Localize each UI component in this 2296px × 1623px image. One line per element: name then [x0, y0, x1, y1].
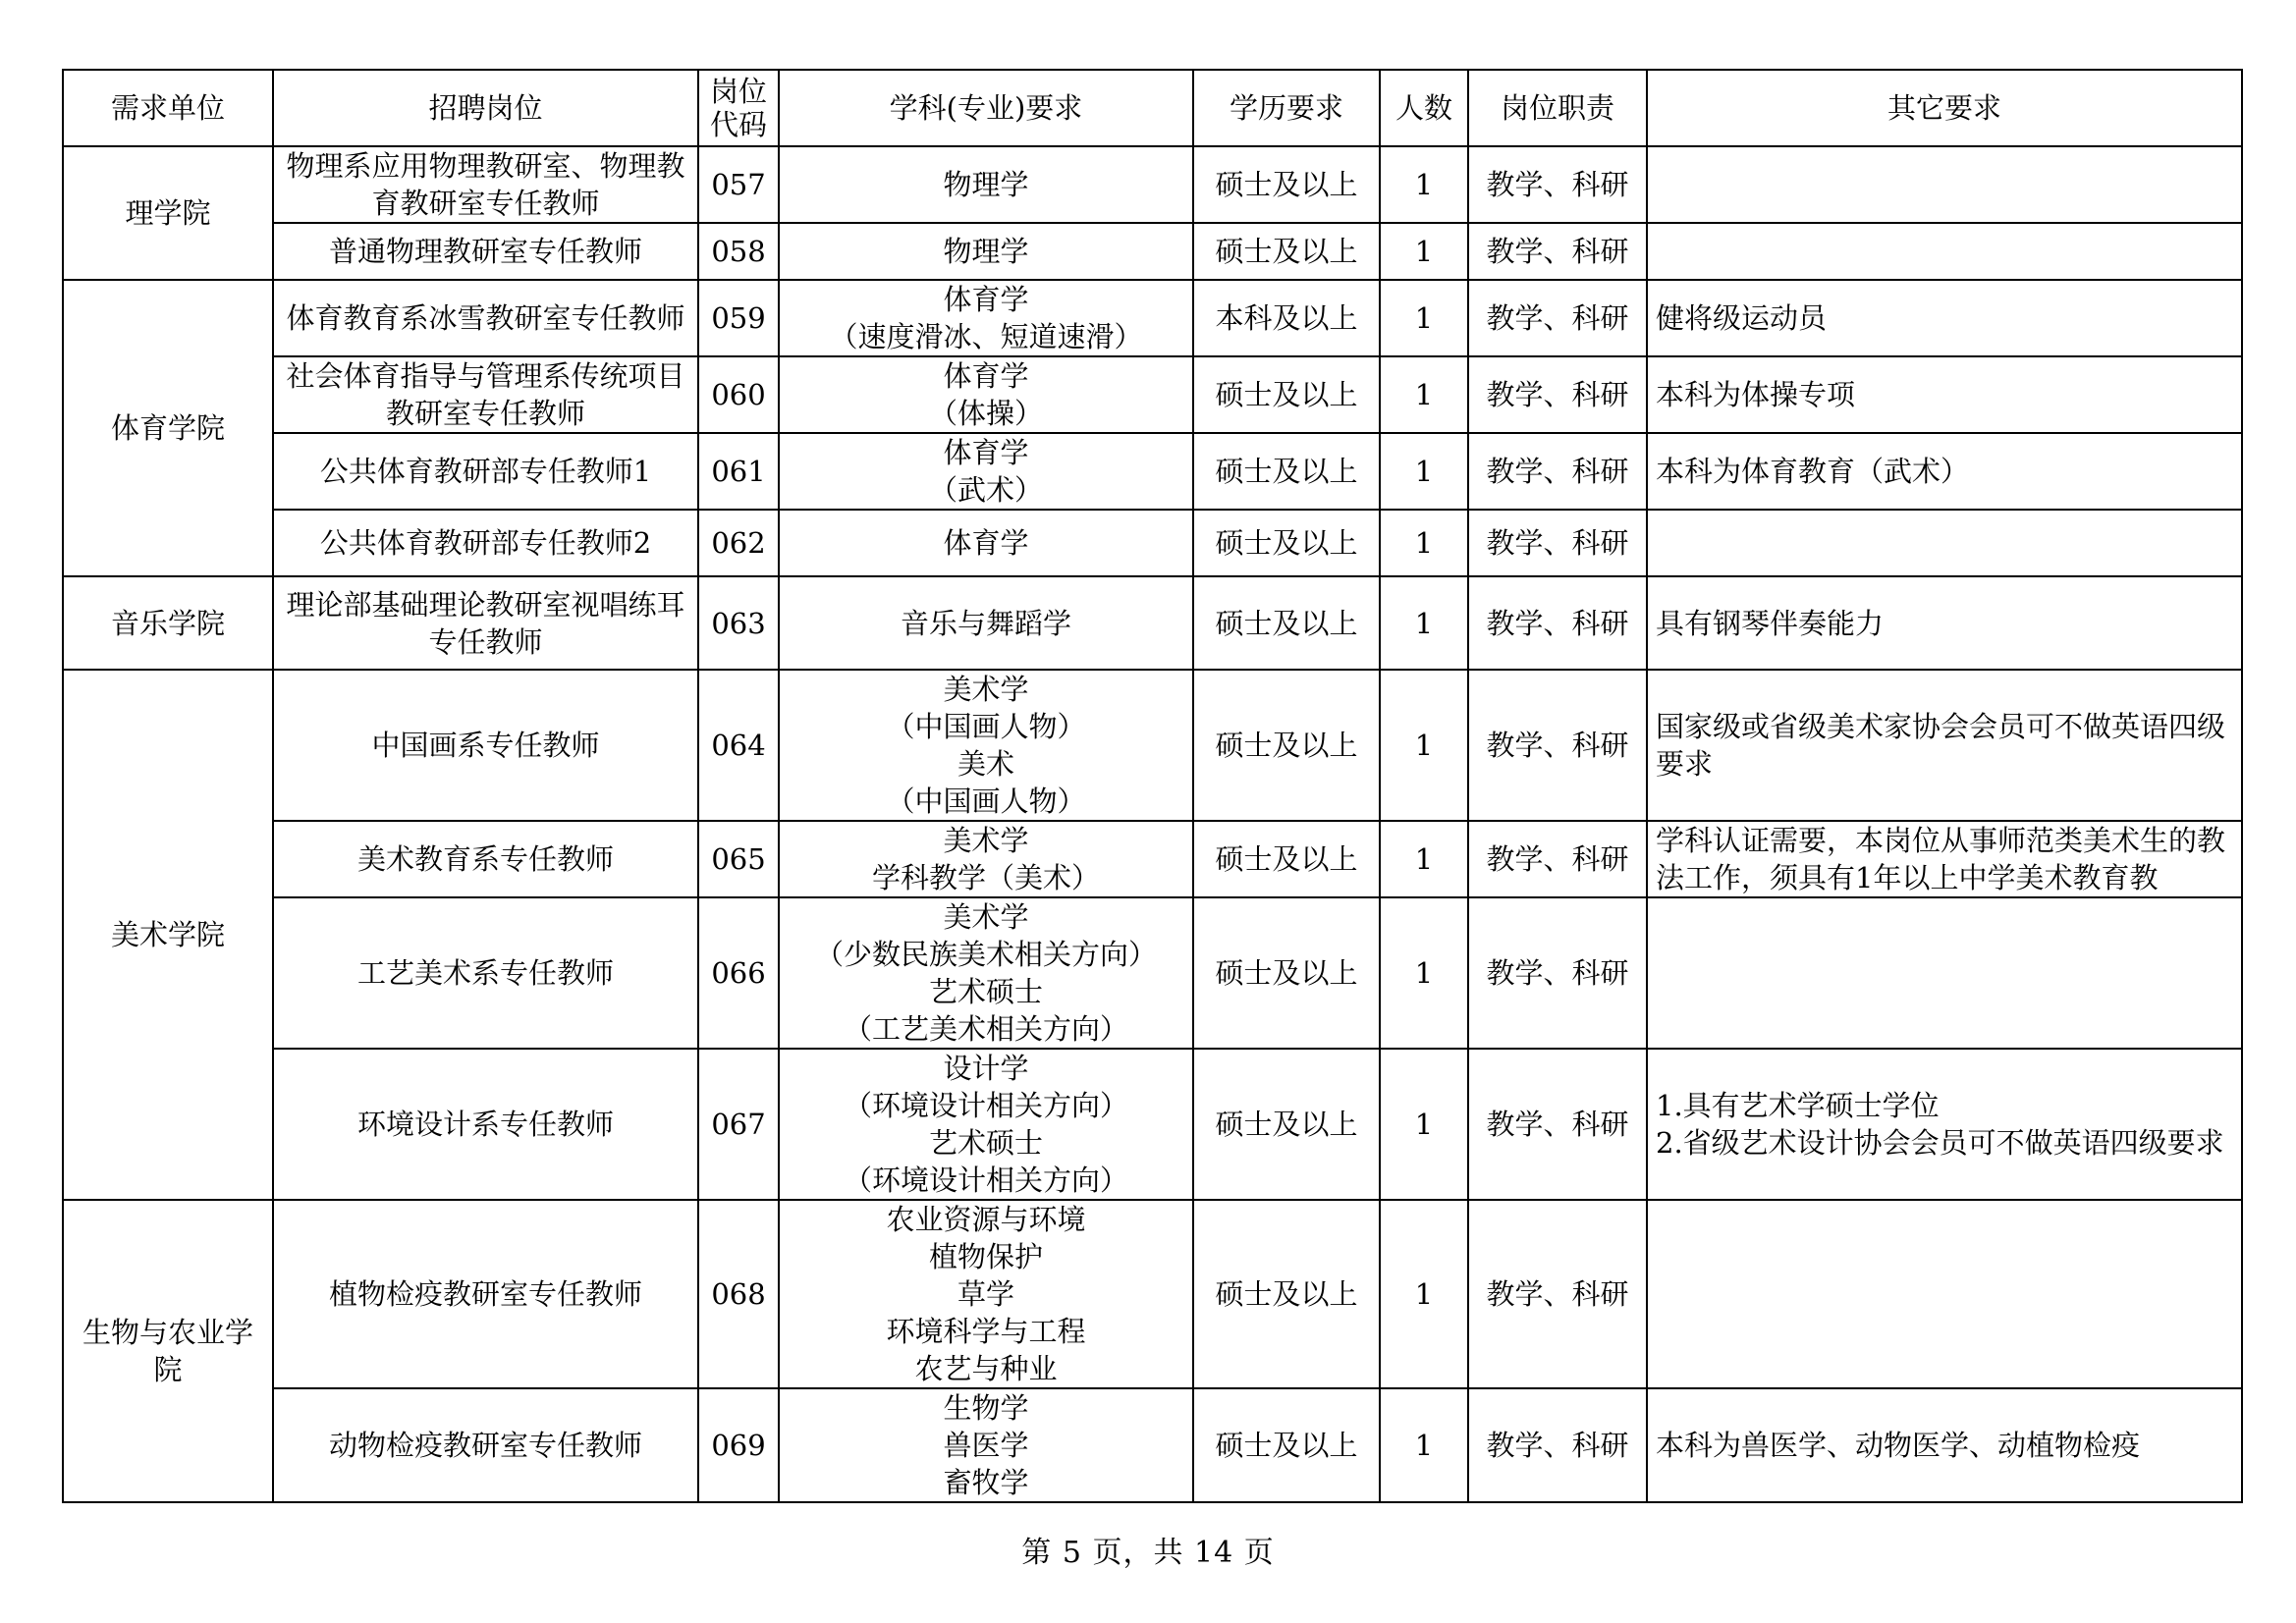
unit-cell-science: 理学院: [63, 146, 273, 280]
duty-cell: 教学、科研: [1468, 1200, 1647, 1388]
major-line: （少数民族美术相关方向）: [814, 938, 1157, 971]
education-cell: 硕士及以上: [1193, 433, 1380, 510]
education-cell: 硕士及以上: [1193, 146, 1380, 223]
major-cell: [779, 670, 1193, 821]
other-requirements-cell: 学科认证需要，本岗位从事师范类美术生的教法工作，须具有1年以上中学美术教育教: [1647, 821, 2242, 897]
major-cell: [779, 821, 1193, 897]
major-line: 音乐与舞蹈学: [900, 606, 1071, 640]
table-row: [63, 1200, 2242, 1388]
duty-cell: 教学、科研: [1468, 146, 1647, 223]
duty-cell: 教学、科研: [1468, 356, 1647, 433]
table-row: [63, 1049, 2242, 1200]
recruitment-table: [62, 69, 2243, 1503]
major-line: 畜牧学: [943, 1466, 1029, 1499]
code-cell: 060: [698, 356, 779, 433]
unit-cell-music: 音乐学院: [63, 576, 273, 670]
other-requirements-cell: [1647, 1200, 2242, 1388]
code-cell: 057: [698, 146, 779, 223]
major-cell: [779, 433, 1193, 510]
table-row: [63, 1388, 2242, 1502]
duty-cell: 教学、科研: [1468, 897, 1647, 1049]
count-cell: 1: [1380, 510, 1468, 576]
table-row: [63, 223, 2242, 280]
major-cell: [779, 1200, 1193, 1388]
other-requirements-cell: 本科为兽医学、动物医学、动植物检疫: [1647, 1388, 2242, 1502]
education-cell: 硕士及以上: [1193, 1200, 1380, 1388]
major-line: 环境科学与工程: [886, 1315, 1086, 1348]
major-cell: [779, 576, 1193, 670]
other-requirements-cell: 本科为体育教育（武术）: [1647, 433, 2242, 510]
code-cell: 059: [698, 280, 779, 356]
table-row: [63, 146, 2242, 223]
major-cell: [779, 1388, 1193, 1502]
count-cell: 1: [1380, 821, 1468, 897]
count-cell: 1: [1380, 280, 1468, 356]
header-code-line1: 岗位: [709, 75, 767, 108]
position-cell: 中国画系专任教师: [273, 670, 698, 821]
other-requirements-cell: 本科为体操专项: [1647, 356, 2242, 433]
header-education: 学历要求: [1193, 70, 1380, 146]
major-line: 农艺与种业: [914, 1352, 1058, 1385]
major-cell: [779, 223, 1193, 280]
education-cell: 本科及以上: [1193, 280, 1380, 356]
code-cell: 064: [698, 670, 779, 821]
unit-cell-bio: 生物与农业学院: [63, 1200, 273, 1502]
position-cell: 环境设计系专任教师: [273, 1049, 698, 1200]
major-line: 美术: [957, 747, 1014, 781]
education-cell: 硕士及以上: [1193, 510, 1380, 576]
header-duty: 岗位职责: [1468, 70, 1647, 146]
major-line: （中国画人物）: [886, 784, 1086, 818]
major-line: （环境设计相关方向）: [843, 1163, 1128, 1197]
duty-cell: 教学、科研: [1468, 433, 1647, 510]
other-requirement-line: 1.具有艺术学硕士学位: [1656, 1089, 1940, 1122]
other-requirements-cell: [1647, 510, 2242, 576]
unit-cell-pe: 体育学院: [63, 280, 273, 576]
duty-cell: 教学、科研: [1468, 1049, 1647, 1200]
major-line: 生物学: [943, 1391, 1029, 1425]
header-unit: 需求单位: [63, 70, 273, 146]
header-position: 招聘岗位: [273, 70, 698, 146]
major-line: 美术学: [943, 900, 1029, 934]
major-line: （体操）: [928, 397, 1043, 430]
other-requirements-cell: [1647, 223, 2242, 280]
code-cell: 058: [698, 223, 779, 280]
duty-cell: 教学、科研: [1468, 670, 1647, 821]
major-cell: [779, 510, 1193, 576]
education-cell: 硕士及以上: [1193, 897, 1380, 1049]
major-line: （速度滑冰、短道速滑）: [829, 320, 1143, 353]
table-row: [63, 433, 2242, 510]
table-row: [63, 670, 2242, 821]
other-requirements-cell: [1647, 897, 2242, 1049]
count-cell: 1: [1380, 146, 1468, 223]
code-cell: 069: [698, 1388, 779, 1502]
position-cell: 工艺美术系专任教师: [273, 897, 698, 1049]
position-cell: 体育教育系冰雪教研室专任教师: [273, 280, 698, 356]
major-line: 学科教学（美术）: [871, 861, 1100, 894]
other-requirements-cell: [1647, 146, 2242, 223]
header-count: 人数: [1380, 70, 1468, 146]
education-cell: 硕士及以上: [1193, 223, 1380, 280]
position-cell: 动物检疫教研室专任教师: [273, 1388, 698, 1502]
position-cell: 理论部基础理论教研室视唱练耳专任教师: [273, 576, 698, 670]
duty-cell: 教学、科研: [1468, 821, 1647, 897]
major-line: 植物保护: [928, 1240, 1043, 1273]
major-line: 物理学: [943, 235, 1029, 268]
other-requirements-cell: 国家级或省级美术家协会会员可不做英语四级要求: [1647, 670, 2242, 821]
count-cell: 1: [1380, 670, 1468, 821]
major-line: 美术学: [943, 824, 1029, 857]
unit-cell-art: 美术学院: [63, 670, 273, 1200]
major-line: 美术学: [943, 673, 1029, 706]
table-row: [63, 510, 2242, 576]
code-cell: 063: [698, 576, 779, 670]
major-line: 艺术硕士: [928, 975, 1043, 1008]
table-row: [63, 576, 2242, 670]
major-line: （环境设计相关方向）: [843, 1089, 1128, 1122]
count-cell: 1: [1380, 356, 1468, 433]
major-cell: [779, 1049, 1193, 1200]
major-line: （工艺美术相关方向）: [843, 1012, 1128, 1046]
position-cell: 社会体育指导与管理系传统项目教研室专任教师: [273, 356, 698, 433]
major-cell: [779, 280, 1193, 356]
other-requirement-line: 2.省级艺术设计协会会员可不做英语四级要求: [1656, 1126, 2224, 1160]
header-code-line2: 代码: [709, 108, 767, 141]
table-row: [63, 280, 2242, 356]
code-cell: 067: [698, 1049, 779, 1200]
header-row: [63, 70, 2242, 146]
duty-cell: 教学、科研: [1468, 510, 1647, 576]
count-cell: 1: [1380, 223, 1468, 280]
major-cell: [779, 897, 1193, 1049]
position-cell: 公共体育教研部专任教师2: [273, 510, 698, 576]
major-cell: [779, 146, 1193, 223]
count-cell: 1: [1380, 433, 1468, 510]
code-cell: 068: [698, 1200, 779, 1388]
major-line: 体育学: [943, 283, 1029, 316]
code-cell: 066: [698, 897, 779, 1049]
major-line: 设计学: [943, 1052, 1029, 1085]
major-line: 体育学: [943, 359, 1029, 393]
major-line: 物理学: [943, 168, 1029, 201]
table-row: [63, 356, 2242, 433]
header-code: [698, 70, 779, 146]
duty-cell: 教学、科研: [1468, 280, 1647, 356]
education-cell: 硕士及以上: [1193, 1388, 1380, 1502]
position-cell: 普通物理教研室专任教师: [273, 223, 698, 280]
duty-cell: 教学、科研: [1468, 223, 1647, 280]
header-other: 其它要求: [1647, 70, 2242, 146]
code-cell: 065: [698, 821, 779, 897]
education-cell: 硕士及以上: [1193, 356, 1380, 433]
major-line: 草学: [957, 1277, 1014, 1311]
other-requirements-cell: [1647, 1049, 2242, 1200]
other-requirements-cell: 健将级运动员: [1647, 280, 2242, 356]
code-cell: 061: [698, 433, 779, 510]
count-cell: 1: [1380, 897, 1468, 1049]
duty-cell: 教学、科研: [1468, 576, 1647, 670]
education-cell: 硕士及以上: [1193, 1049, 1380, 1200]
code-cell: 062: [698, 510, 779, 576]
count-cell: 1: [1380, 1049, 1468, 1200]
major-line: 体育学: [943, 436, 1029, 469]
major-line: 农业资源与环境: [886, 1203, 1086, 1236]
education-cell: 硕士及以上: [1193, 576, 1380, 670]
page-footer: 第 5 页，共 14 页: [1021, 1536, 1275, 1570]
major-line: 艺术硕士: [928, 1126, 1043, 1160]
position-cell: 公共体育教研部专任教师1: [273, 433, 698, 510]
header-major: 学科(专业)要求: [779, 70, 1193, 146]
count-cell: 1: [1380, 576, 1468, 670]
position-cell: 物理系应用物理教研室、物理教育教研室专任教师: [273, 146, 698, 223]
major-cell: [779, 356, 1193, 433]
major-line: （中国画人物）: [886, 710, 1086, 743]
other-requirements-cell: 具有钢琴伴奏能力: [1647, 576, 2242, 670]
position-cell: 植物检疫教研室专任教师: [273, 1200, 698, 1388]
major-line: （武术）: [928, 473, 1043, 507]
education-cell: 硕士及以上: [1193, 821, 1380, 897]
duty-cell: 教学、科研: [1468, 1388, 1647, 1502]
position-cell: 美术教育系专任教师: [273, 821, 698, 897]
count-cell: 1: [1380, 1388, 1468, 1502]
table-row: [63, 897, 2242, 1049]
major-line: 兽医学: [943, 1429, 1029, 1462]
major-line: 体育学: [943, 526, 1029, 560]
table-row: [63, 821, 2242, 897]
education-cell: 硕士及以上: [1193, 670, 1380, 821]
count-cell: 1: [1380, 1200, 1468, 1388]
